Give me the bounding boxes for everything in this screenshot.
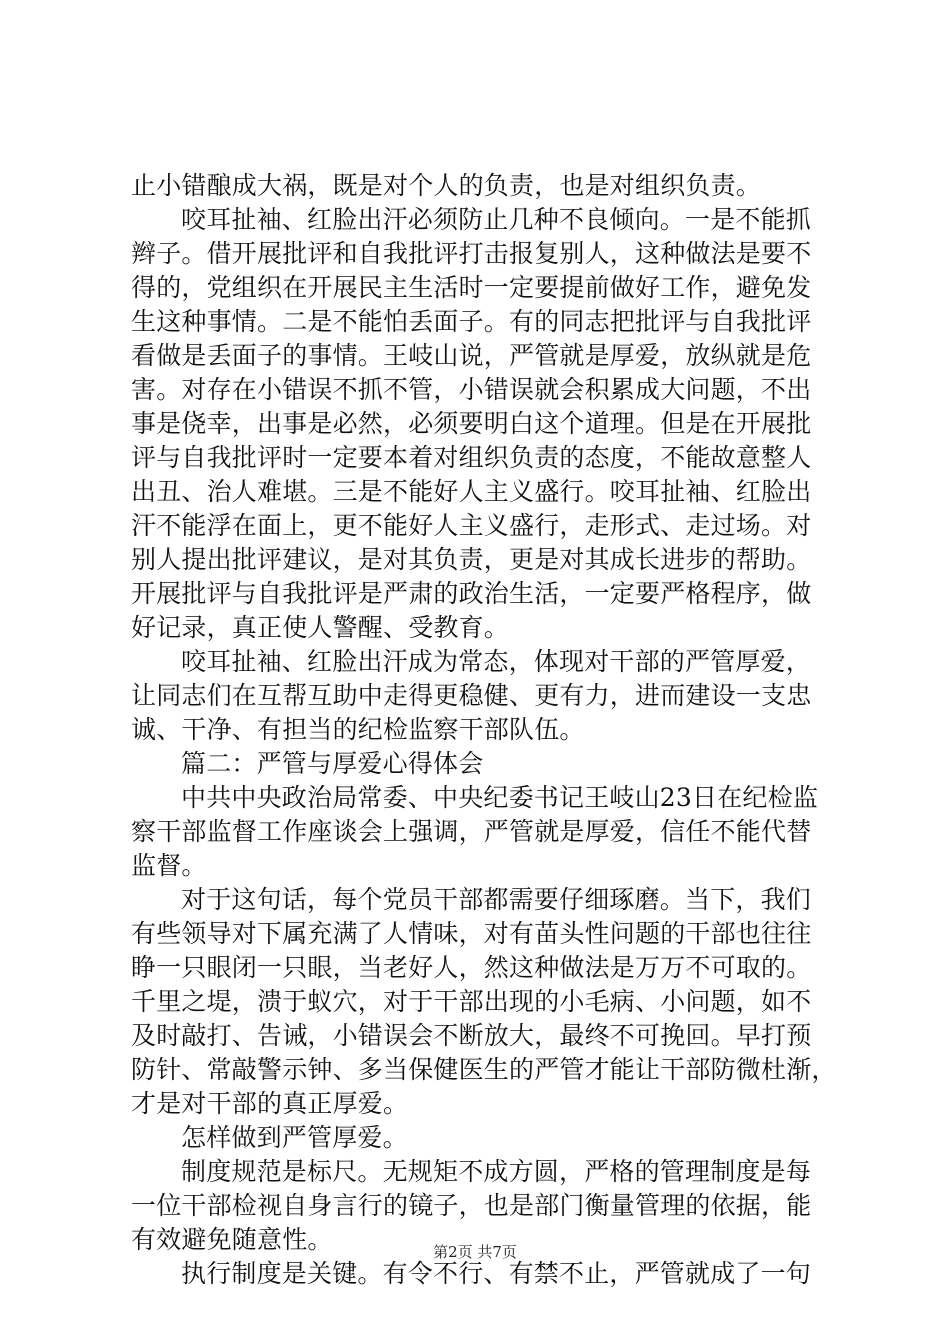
page-footer: 第2页 共7页 xyxy=(433,1243,517,1261)
text-line: 一位干部检视自身言行的镜子，也是部门衡量管理的依据，能 xyxy=(131,1191,812,1220)
text-line: 生这种事情。二是不能怕丢面子。有的同志把批评与自我批评 xyxy=(131,307,812,336)
text-line: 有效避免随意性。 xyxy=(131,1225,333,1254)
text-line: 开展批评与自我批评是严肃的政治生活，一定要严格程序，做 xyxy=(131,579,812,608)
text-line: 防针、常敲警示钟、多当保健医生的严管才能让干部防微杜渐， xyxy=(131,1055,837,1084)
text-line: 及时敲打、告诫，小错误会不断放大，最终不可挽回。早打预 xyxy=(131,1021,812,1050)
text-line: 诚、干净、有担当的纪检监察干部队伍。 xyxy=(131,715,585,744)
text-line: 有些领导对下属充满了人情味，对有苗头性问题的干部也往往 xyxy=(131,919,812,948)
body-text xyxy=(131,169,837,1291)
text-line: 辫子。借开展批评和自我批评打击报复别人，这种做法是要不 xyxy=(131,239,812,268)
text-line: 千里之堤，溃于蚁穴，对于干部出现的小毛病、小问题，如不 xyxy=(131,987,812,1016)
text-line: 评与自我批评时一定要本着对组织负责的态度，不能故意整人 xyxy=(131,443,812,472)
text-line: 出丑、治人难堪。三是不能好人主义盛行。咬耳扯袖、红脸出 xyxy=(131,477,812,506)
text-line: 看做是丢面子的事情。王岐山说，严管就是厚爱，放纵就是危 xyxy=(131,341,812,370)
text-line: 让同志们在互帮互助中走得更稳健、更有力，进而建设一支忠 xyxy=(131,681,812,710)
text-line: 咬耳扯袖、红脸出汗必须防止几种不良倾向。一是不能抓 xyxy=(181,205,812,234)
text-line: 事是侥幸，出事是必然，必须要明白这个道理。但是在开展批 xyxy=(131,409,812,438)
text-line: 咬耳扯袖、红脸出汗成为常态，体现对干部的严管厚爱， xyxy=(181,647,812,676)
text-line: 汗不能浮在面上，更不能好人主义盛行，走形式、走过场。对 xyxy=(131,511,812,540)
text-line: 中共中央政治局常委、中央纪委书记王岐山23日在纪检监 xyxy=(181,783,819,812)
text-line: 怎样做到严管厚爱。 xyxy=(181,1123,408,1152)
text-line: 篇二：严管与厚爱心得体会 xyxy=(181,749,484,778)
text-line: 才是对干部的真正厚爱。 xyxy=(131,1089,409,1118)
text-line: 别人提出批评建议，是对其负责，更是对其成长进步的帮助。 xyxy=(131,545,812,574)
text-line: 好记录，真正使人警醒、受教育。 xyxy=(131,613,510,642)
text-line: 害。对存在小错误不抓不管，小错误就会积累成大问题，不出 xyxy=(131,375,812,404)
text-line: 对于这句话，每个党员干部都需要仔细琢磨。当下，我们 xyxy=(181,885,812,914)
text-line: 睁一只眼闭一只眼，当老好人，然这种做法是万万不可取的。 xyxy=(131,953,812,982)
text-line: 执行制度是关键。有令不行、有禁不止，严管就成了一句 xyxy=(181,1259,812,1288)
text-line: 制度规范是标尺。无规矩不成方圆，严格的管理制度是每 xyxy=(181,1157,812,1186)
text-line: 得的，党组织在开展民主生活时一定要提前做好工作，避免发 xyxy=(131,273,812,302)
text-line: 察干部监督工作座谈会上强调，严管就是厚爱，信任不能代替 xyxy=(131,817,812,846)
text-line: 止小错酿成大祸，既是对个人的负责，也是对组织负责。 xyxy=(131,171,762,200)
text-line: 监督。 xyxy=(131,851,207,880)
